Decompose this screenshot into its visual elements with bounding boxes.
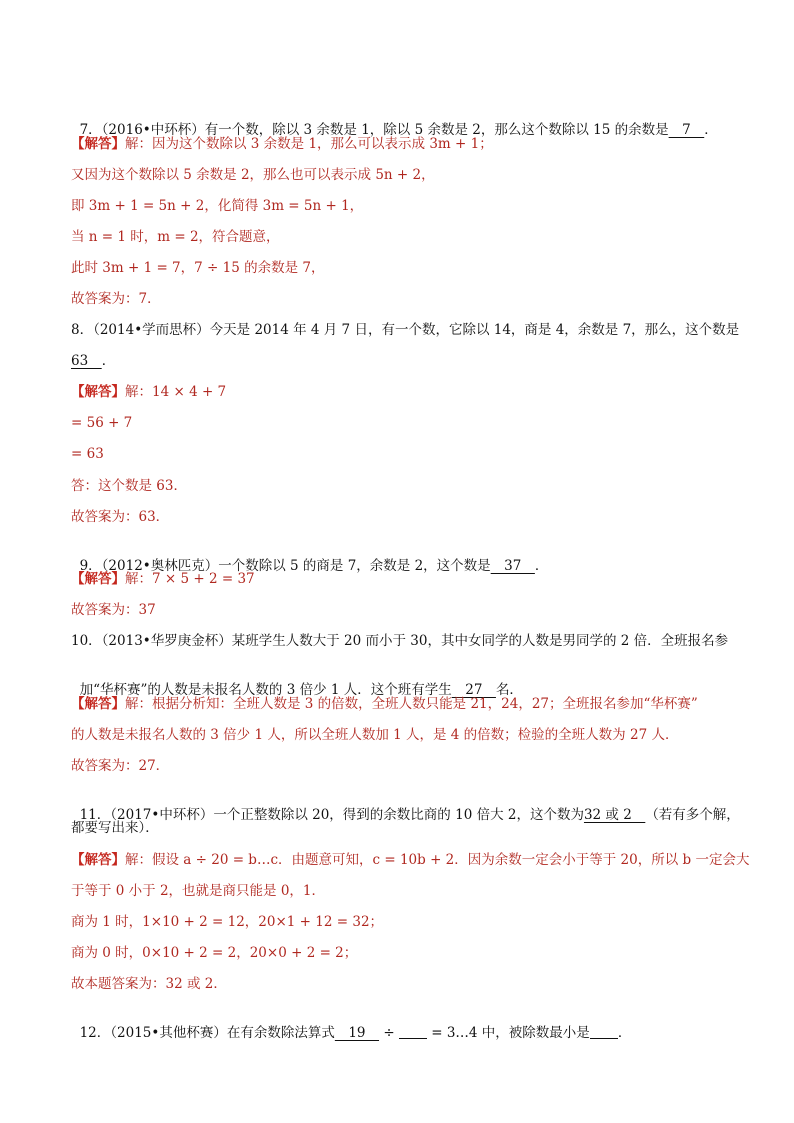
answer-blank: 27 xyxy=(451,682,496,698)
solution-line: = 63 xyxy=(71,446,104,462)
question-7: 7．（2016•中环杯）有一个数，除以 3 余数是 1，除以 5 余数是 2，那么这个数除以 15 的余数是 7 ． xyxy=(79,122,718,138)
question-10: 10．（2013•华罗庚金杯）某班学生人数大于 20 而小于 30，其中女同学的人数是男同学的 2 倍．全班报名参 xyxy=(71,633,729,649)
question-9: 9．（2012•奥林匹克）一个数除以 5 的商是 7，余数是 2，这个数是 37 ． xyxy=(79,558,549,574)
question-8-answer-line: 63 ． xyxy=(71,353,116,369)
solution-line: 故答案为：7． xyxy=(71,291,161,307)
question-8: 8．（2014•学而思杯）今天是 2014 年 4 月 7 日，有一个数，它除以 14，商是 4，余数是 7，那么，这个数是 xyxy=(71,322,740,338)
solution-line: 于等于 0 小于 2，也就是商只能是 0，1． xyxy=(71,883,326,899)
solution-line: 故答案为：63． xyxy=(71,509,170,525)
solution-line: 商为 0 时，0×10 + 2 = 2，20×0 + 2 = 2； xyxy=(71,945,358,961)
question-11: 11．（2017•中环杯）一个正整数除以 20，得到的余数比商的 10 倍大 2，这个数为32 或 2 （若有多个解， xyxy=(79,807,740,823)
answer-blank: 63 xyxy=(71,353,102,369)
solution-tag: 【解答】 xyxy=(71,852,125,868)
solution-tag: 【解答】 xyxy=(71,571,125,587)
solution-line: 的人数是未报名人数的 3 倍少 1 人，所以全班人数加 1 人，是 4 的倍数；检验的全班人数为 27 人． xyxy=(71,727,679,743)
solution-line: 即 3m + 1 = 5n + 2，化简得 3m = 5n + 1， xyxy=(71,198,364,214)
solution-line: 又因为这个数除以 5 余数是 2，那么也可以表示成 5n + 2， xyxy=(71,167,435,183)
solution-tag: 【解答】 xyxy=(71,136,125,152)
solution-line: = 56 + 7 xyxy=(71,415,133,431)
solution-line: 故本题答案为：32 或 2． xyxy=(71,976,227,992)
solution-line: 答：这个数是 63． xyxy=(71,478,187,494)
solution-tag: 【解答】 xyxy=(71,696,125,712)
solution-line: 【解答】解：14 × 4 + 7 xyxy=(71,384,227,400)
answer-blank: 7 xyxy=(668,122,705,138)
empty-blank xyxy=(399,1024,427,1039)
answer-blank: 32 或 2 xyxy=(583,807,646,823)
solution-line: 当 n = 1 时，m = 2，符合题意， xyxy=(71,229,280,245)
solution-line: 故答案为：27． xyxy=(71,758,170,774)
solution-line: 故答案为：37 xyxy=(71,602,156,618)
solution-line: 【解答】解：根据分析知：全班人数是 3 的倍数，全班人数只能是 21，24，27；全班报名参加“华杯赛” xyxy=(71,696,698,712)
solution-tag: 【解答】 xyxy=(71,384,125,400)
solution-line: 此时 3m + 1 = 7，7 ÷ 15 的余数是 7， xyxy=(71,260,325,276)
question-10-line2: 加“华杯赛”的人数是未报名人数的 3 倍少 1 人．这个班有学生 27 名． xyxy=(79,682,523,698)
solution-line: 【解答】解：因为这个数除以 3 余数是 1，那么可以表示成 3m + 1； xyxy=(71,136,493,152)
solution-line: 【解答】解：假设 a ÷ 20 = b…c．由题意可知，c = 10b + 2．因为余数一定会小于等于 20，所以 b 一定会大 xyxy=(71,852,750,868)
solution-line: 【解答】解：7 × 5 + 2 = 37 xyxy=(71,571,255,587)
question-11-line2: 都要写出来）． xyxy=(71,820,159,836)
solution-line: 商为 1 时，1×10 + 2 = 12，20×1 + 12 = 32； xyxy=(71,914,384,930)
answer-blank: 37 xyxy=(490,558,535,574)
empty-blank xyxy=(590,1024,618,1039)
answer-blank: 19 xyxy=(334,1025,380,1041)
question-12: 12．（2015•其他杯赛）在有余数除法算式 19 ÷ = 3…4 中，被除数最小是 ． xyxy=(79,1025,632,1041)
